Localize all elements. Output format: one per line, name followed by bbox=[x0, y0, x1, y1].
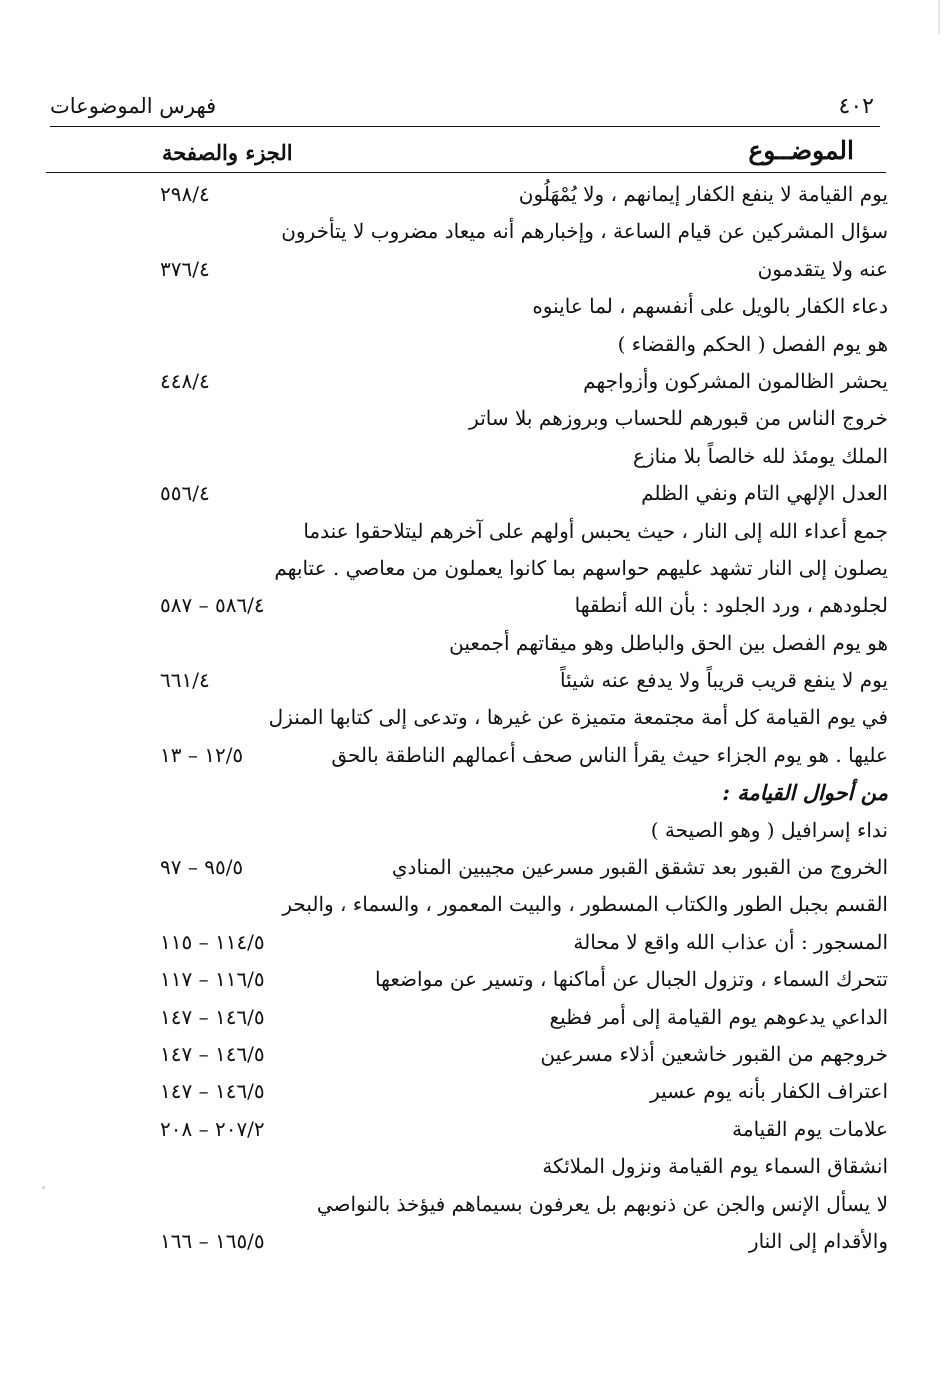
topic-text: دعاء الكفار بالويل على أنفسهم ، لما عاينوه bbox=[532, 294, 888, 319]
volume-page-ref: ١٤٦/٥ – ١٤٧ bbox=[160, 1079, 265, 1104]
scan-edge-mark bbox=[938, 0, 940, 34]
index-row bbox=[0, 1188, 946, 1225]
index-entries bbox=[0, 178, 946, 1262]
topic-text: العدل الإلهي التام ونفي الظلم bbox=[641, 481, 888, 506]
index-row bbox=[0, 253, 946, 290]
index-row bbox=[0, 515, 946, 552]
topic-text: علامات يوم القيامة bbox=[732, 1116, 888, 1141]
volume-page-ref: ٥٥٦/٤ bbox=[160, 481, 210, 506]
section-heading-row bbox=[0, 776, 946, 813]
volume-page-ref: ٢٠٧/٢ – ٢٠٨ bbox=[160, 1116, 265, 1141]
topic-text: يحشر الظالمون المشركون وأزواجهم bbox=[583, 368, 888, 393]
index-row bbox=[0, 440, 946, 477]
section-heading: من أحوال القيامة : bbox=[722, 780, 888, 806]
volume-page-ref: ١٤٦/٥ – ١٤٧ bbox=[160, 1004, 265, 1029]
topic-text: هو يوم الفصل بين الحق والباطل وهو ميقاتهم أجمعين bbox=[449, 630, 888, 655]
scan-speck bbox=[42, 1186, 45, 1189]
topic-text: هو يوم الفصل ( الحكم والقضاء ) bbox=[617, 331, 888, 356]
index-row bbox=[0, 552, 946, 589]
topic-text: لجلودهم ، ورد الجلود : بأن الله أنطقها bbox=[574, 593, 888, 618]
topic-column-heading: الموضــوع bbox=[748, 136, 854, 165]
topic-text: المسجور : أن عذاب الله واقع لا محالة bbox=[573, 929, 888, 954]
topic-text: عنه ولا يتقدمون bbox=[757, 256, 888, 281]
volume-page-ref: ٤٤٨/٤ bbox=[160, 368, 210, 393]
topic-text: خروجهم من القبور خاشعين أذلاء مسرعين bbox=[540, 1041, 888, 1066]
volume-page-ref: ١٤٦/٥ – ١٤٧ bbox=[160, 1041, 265, 1066]
topic-text: والأقدام إلى النار bbox=[748, 1228, 888, 1253]
column-headings bbox=[46, 132, 886, 173]
topic-text: جمع أعداء الله إلى النار ، حيث يحبس أولهم على آخرهم ليتلاحقوا عندما bbox=[303, 518, 888, 543]
volume-page-ref: ١٦٥/٥ – ١٦٦ bbox=[160, 1228, 265, 1253]
index-row bbox=[0, 739, 946, 776]
index-row bbox=[0, 1001, 946, 1038]
volume-page-ref: ١١٦/٥ – ١١٧ bbox=[160, 967, 265, 992]
volume-page-ref: ٢٩٨/٤ bbox=[160, 182, 210, 206]
topic-text: نداء إسرافيل ( وهو الصيحة ) bbox=[650, 817, 888, 842]
index-row bbox=[0, 328, 946, 365]
topic-text: الملك يومئذ لله خالصاً بلا منازع bbox=[633, 443, 888, 468]
running-title: فهرس الموضوعات bbox=[50, 94, 217, 118]
running-header bbox=[50, 92, 880, 127]
topic-text: القسم بجبل الطور والكتاب المسطور ، والبيت المعمور ، والسماء ، والبحر bbox=[282, 892, 888, 917]
topic-text: في يوم القيامة كل أمة مجتمعة متميزة عن غيرها ، وتدعى إلى كتابها المنزل bbox=[268, 705, 888, 730]
volume-page-ref: ٦٦١/٤ bbox=[160, 668, 210, 693]
index-row bbox=[0, 1075, 946, 1112]
index-row bbox=[0, 365, 946, 402]
index-row bbox=[0, 1038, 946, 1075]
index-row bbox=[0, 963, 946, 1000]
topic-text: انشقاق السماء يوم القيامة ونزول الملائكة bbox=[542, 1154, 888, 1179]
topic-text: الخروج من القبور بعد تشقق القبور مسرعين مجيبين المنادي bbox=[391, 855, 888, 880]
index-row bbox=[0, 290, 946, 327]
topic-text: سؤال المشركين عن قيام الساعة ، وإخبارهم أنه ميعاد مضروب لا يتأخرون bbox=[281, 219, 888, 244]
volume-page-ref: ٣٧٦/٤ bbox=[160, 256, 210, 281]
index-row bbox=[0, 589, 946, 626]
volume-page-ref: ١١٤/٥ – ١١٥ bbox=[160, 929, 265, 954]
topic-text: خروج الناس من قبورهم للحساب وبروزهم بلا ساتر bbox=[469, 406, 888, 431]
index-row bbox=[0, 888, 946, 925]
index-row bbox=[0, 814, 946, 851]
topic-text: تتحرك السماء ، وتزول الجبال عن أماكنها ، وتسير عن مواضعها bbox=[375, 967, 888, 992]
page-number: ٤٠٢ bbox=[838, 94, 874, 119]
volume-page-ref: ١٢/٥ – ١٣ bbox=[160, 742, 244, 767]
topic-text: يوم القيامة لا ينفع الكفار إيمانهم ، ولا يُمْهَلُون bbox=[518, 182, 888, 206]
index-row bbox=[0, 178, 946, 215]
index-row bbox=[0, 701, 946, 738]
index-row bbox=[0, 1150, 946, 1187]
reference-column-heading: الجزء والصفحة bbox=[162, 140, 293, 165]
topic-text: لا يسأل الإنس والجن عن ذنوبهم بل يعرفون بسيماهم فيؤخذ بالنواصي bbox=[316, 1191, 888, 1216]
index-row bbox=[0, 926, 946, 963]
topic-text: الداعي يدعوهم يوم القيامة إلى أمر فظيع bbox=[549, 1004, 888, 1029]
topic-text: يوم لا ينفع قريب قريباً ولا يدفع عنه شيئاً bbox=[560, 668, 888, 693]
topic-text: يصلون إلى النار تشهد عليهم حواسهم بما كانوا يعملون من معاصي . عتابهم bbox=[274, 555, 888, 580]
topic-text: عليها . هو يوم الجزاء حيث يقرأ الناس صحف أعمالهم الناطقة بالحق bbox=[331, 742, 888, 767]
index-row bbox=[0, 477, 946, 514]
index-row bbox=[0, 664, 946, 701]
index-row bbox=[0, 627, 946, 664]
volume-page-ref: ٩٥/٥ – ٩٧ bbox=[160, 855, 244, 880]
index-row bbox=[0, 1113, 946, 1150]
index-row bbox=[0, 402, 946, 439]
topic-text: اعتراف الكفار بأنه يوم عسير bbox=[650, 1079, 888, 1104]
index-row bbox=[0, 215, 946, 252]
index-row bbox=[0, 1225, 946, 1262]
volume-page-ref: ٥٨٦/٤ – ٥٨٧ bbox=[160, 593, 265, 618]
index-row bbox=[0, 851, 946, 888]
